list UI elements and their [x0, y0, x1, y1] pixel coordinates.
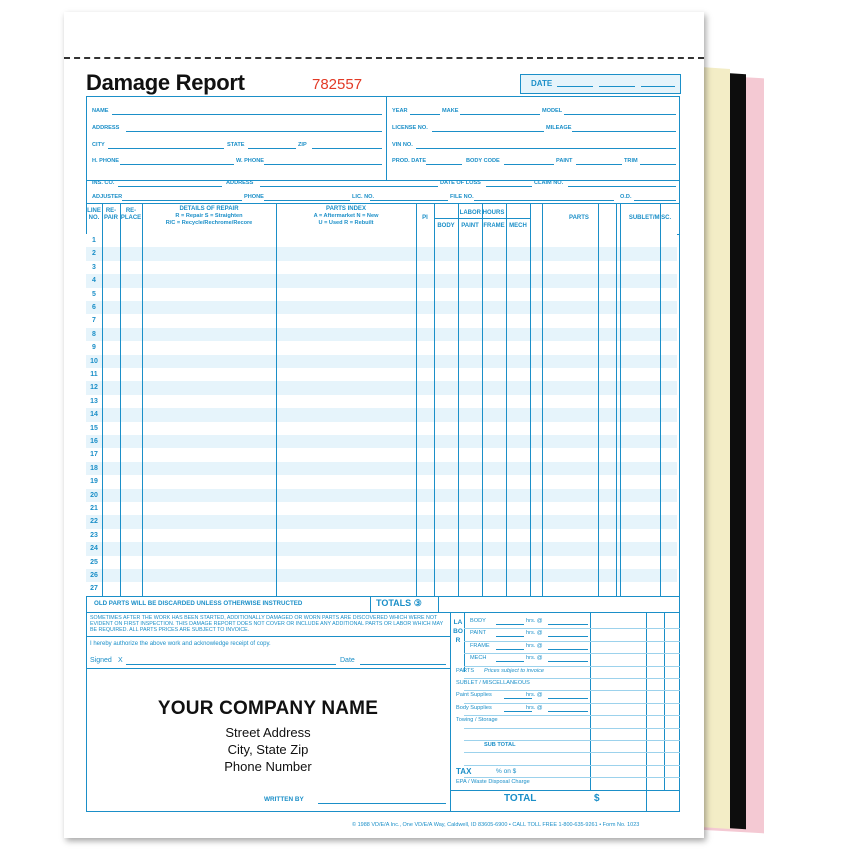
address-field[interactable]: [126, 131, 382, 132]
table-row[interactable]: [86, 448, 677, 462]
grid-column-line: [620, 203, 621, 596]
zip-field[interactable]: [312, 148, 382, 149]
table-row[interactable]: [86, 288, 677, 302]
disclaimer-text: SOMETIMES AFTER THE WORK HAS BEEN STARTED, ADDITIONALLY DAMAGED OR WORN PARTS ARE DISCOVERED WHICH WERE NOT EVIDENT ON FIRST INSPECTION. THIS DAMAGE REPORT DOES NOT COVER OR INCLUDE ANY ADDITIONAL PARTS OR LABOR WHICH MAY BE REQUIRED. ALL PARTS PRICES ARE SUBJECT TO INVOICE.: [90, 615, 444, 633]
details-line1: R = Repair S = Straighten: [175, 213, 243, 219]
table-row[interactable]: [86, 462, 677, 476]
totals-label: [376, 598, 422, 609]
col-line-no: LINE NO.: [87, 208, 101, 221]
summary-row-line: [464, 628, 680, 629]
col-repair: RE- PAIR: [104, 208, 118, 221]
row-number: 5: [92, 290, 96, 298]
signed-label: Signed: [90, 657, 112, 664]
row-number: 17: [90, 451, 98, 459]
row-number: 16: [90, 438, 98, 445]
license-field[interactable]: [432, 131, 544, 132]
parts-index-line2: U = Used R = Rebuilt: [318, 220, 374, 226]
signature-field[interactable]: [126, 664, 336, 665]
rate-field[interactable]: [548, 698, 588, 699]
written-by-label: WRITTEN BY: [264, 796, 304, 803]
table-row[interactable]: [86, 395, 677, 409]
damage-report-form: [64, 12, 704, 838]
model-label: MODEL: [542, 108, 563, 114]
ins-co-label: INS. CO.: [92, 180, 115, 186]
grid-column-line: [598, 203, 599, 596]
summary-epa-label: EPA / Waste Disposal Charge: [456, 779, 530, 786]
footer-copyright: © 1988 VD/E/A Inc., One VD/E/A Way, Caldwell, ID 83605-6900 • CALL TOLL FREE 1-800-635-9261 • Form No. 1023: [352, 822, 640, 828]
hrs-rate-label: hrs. @: [526, 618, 543, 624]
hours-field[interactable]: [496, 649, 524, 650]
table-row[interactable]: [86, 234, 677, 248]
summary-row-line: [464, 728, 680, 729]
year-field[interactable]: [410, 114, 440, 115]
col-frame: FRAME: [483, 223, 505, 229]
row-number: 2: [92, 250, 96, 258]
grid-column-line: [102, 203, 103, 596]
col-details: [142, 206, 276, 227]
row-number: 7: [92, 317, 96, 325]
prod-date-field[interactable]: [426, 164, 462, 165]
table-row[interactable]: [86, 368, 677, 382]
col-labor-hours: LABOR HOURS: [459, 210, 505, 216]
prod-date-label: PROD. DATE: [392, 158, 427, 164]
table-row[interactable]: [86, 529, 677, 543]
details-title: DETAILS OF REPAIR: [179, 206, 239, 212]
summary-row-line: [464, 740, 680, 741]
table-row[interactable]: [86, 341, 677, 355]
table-row[interactable]: [86, 247, 677, 261]
summary-row-line: [464, 752, 680, 753]
grid-column-line: [542, 203, 543, 596]
table-row[interactable]: [86, 542, 677, 556]
lic-no-label: LIC. NO.: [352, 194, 375, 200]
hours-field[interactable]: [496, 624, 524, 625]
row-number: 6: [92, 304, 96, 311]
claim-no-field[interactable]: [568, 186, 676, 187]
summary-parts-label: PARTS: [456, 667, 475, 674]
details-line2: R/C = Recycle/Rechrome/Recore: [165, 220, 253, 226]
summary-row-line: [464, 666, 680, 667]
table-row[interactable]: [86, 301, 677, 315]
make-label: MAKE: [442, 108, 459, 114]
table-row[interactable]: [86, 261, 677, 275]
summary-body-supplies-label: Body Supplies: [456, 704, 492, 711]
company-name: YOUR COMPANY NAME: [157, 698, 379, 719]
row-number: 24: [90, 545, 98, 553]
table-row[interactable]: [86, 556, 677, 570]
city-field[interactable]: [108, 148, 224, 149]
date-of-loss-field[interactable]: [486, 186, 532, 187]
hrs-rate-label: hrs. @: [526, 630, 543, 637]
col-pi: PI: [422, 215, 428, 221]
summary-sublet-label: SUBLET / MISCELLANEOUS: [456, 680, 530, 686]
table-row[interactable]: [86, 408, 677, 422]
summary-row-line: [464, 653, 680, 654]
total-dollar: $: [594, 793, 600, 804]
summary-tax-label: TAX: [456, 766, 472, 776]
table-row[interactable]: [86, 502, 677, 516]
od-label: O.D.: [620, 194, 632, 200]
hours-field[interactable]: [504, 711, 532, 712]
table-row[interactable]: [86, 314, 677, 328]
parts-index-title: PARTS INDEX: [326, 206, 366, 212]
grid-column-line: [660, 203, 661, 596]
row-number: 26: [90, 572, 98, 579]
sign-date-field[interactable]: [360, 664, 446, 665]
adjuster-label: ADJUSTER: [92, 194, 123, 200]
grid-column-line: [416, 203, 417, 596]
table-row[interactable]: [86, 355, 677, 369]
row-number: 10: [90, 357, 98, 365]
summary-row-line: [464, 641, 680, 642]
rate-field[interactable]: [548, 661, 588, 662]
row-number: 18: [90, 464, 98, 472]
trim-field[interactable]: [640, 164, 676, 165]
row-number: 19: [90, 478, 98, 486]
labor-vertical-label: LABOR: [453, 619, 463, 644]
row-number: 8: [92, 330, 96, 338]
summary-row-line: [464, 703, 680, 704]
lic-no-field[interactable]: [370, 200, 448, 201]
summary-row-line: [464, 765, 680, 766]
license-label: LICENSE NO.: [392, 125, 428, 131]
grid-column-line: [120, 203, 121, 596]
summary-row-line: [464, 690, 680, 691]
adjuster-field[interactable]: [122, 200, 242, 201]
ins-address-field[interactable]: [260, 186, 438, 187]
summary-sub-total-label: SUB TOTAL: [484, 742, 516, 748]
col-body: BODY: [437, 223, 455, 229]
sign-date-label: Date: [340, 657, 355, 664]
col-parts-index: [276, 206, 416, 227]
summary-row-line: [464, 678, 680, 679]
table-row[interactable]: [86, 274, 677, 288]
w-phone-label: W. PHONE: [236, 158, 264, 164]
summary-mech-label: MECH: [470, 655, 487, 662]
row-number: 27: [90, 585, 98, 593]
total-label: TOTAL: [504, 793, 537, 804]
written-by-field[interactable]: [318, 803, 446, 804]
file-no-field[interactable]: [474, 200, 614, 201]
row-number: 4: [92, 277, 96, 285]
signed-x: X: [118, 657, 123, 664]
grid-column-line: [142, 203, 143, 596]
row-number: 12: [90, 384, 98, 392]
parts-index-line1: A = Aftermarket N = New: [313, 213, 379, 219]
row-number: 11: [90, 371, 98, 378]
hrs-rate-label: hrs. @: [526, 655, 543, 662]
hrs-rate-label: hrs. @: [526, 692, 543, 699]
vin-field[interactable]: [416, 148, 676, 149]
grid-column-line: [276, 203, 277, 596]
vin-label: VIN NO.: [392, 142, 413, 148]
name-field[interactable]: [112, 114, 382, 115]
hrs-rate-label: hrs. @: [526, 642, 543, 649]
paint-field[interactable]: [576, 164, 622, 165]
grid-column-line: [458, 203, 459, 596]
row-number: 25: [90, 558, 98, 566]
authorize-text: I hereby authorize the above work and acknowledge receipt of copy.: [90, 641, 271, 647]
date-of-loss-label: DATE OF LOSS: [440, 180, 481, 186]
mileage-label: MILEAGE: [546, 125, 572, 131]
grid-column-line: [616, 203, 617, 596]
tax-percent-label: % on $: [496, 767, 517, 775]
summary-row-line: [464, 715, 680, 716]
row-number: 21: [90, 505, 98, 512]
claim-no-label: CLAIM NO.: [534, 180, 564, 186]
row-number: 22: [90, 518, 98, 526]
rate-field[interactable]: [548, 711, 588, 712]
company-phone: Phone Number: [224, 759, 312, 774]
col-replace: RE- PLACE: [120, 208, 142, 221]
file-no-label: FILE NO.: [450, 194, 474, 200]
table-row[interactable]: [86, 569, 677, 583]
hours-field[interactable]: [496, 636, 524, 637]
state-field[interactable]: [248, 148, 296, 149]
summary-row-line: [464, 777, 680, 778]
phone-label: PHONE: [244, 194, 264, 200]
ins-co-field[interactable]: [118, 186, 222, 187]
w-phone-field[interactable]: [264, 164, 382, 165]
table-row[interactable]: [86, 381, 677, 395]
table-row[interactable]: [86, 582, 677, 596]
address-label: ADDRESS: [92, 125, 120, 131]
row-number: 20: [90, 491, 98, 499]
old-parts-note: OLD PARTS WILL BE DISCARDED UNLESS OTHERWISE INSTRUCTED: [94, 600, 303, 607]
hrs-rate-label: hrs. @: [526, 704, 543, 711]
row-number: 3: [92, 263, 96, 271]
rate-field[interactable]: [548, 636, 588, 637]
summary-towing-label: Towing / Storage: [456, 717, 498, 724]
grid-column-line: [434, 203, 435, 596]
table-row[interactable]: [86, 515, 677, 529]
company-city: City, State Zip: [227, 742, 309, 757]
grid-column-line: [482, 203, 483, 596]
col-mech: MECH: [509, 223, 527, 229]
col-sublet: SUBLET/MISC.: [628, 215, 672, 221]
summary-paint-label: PAINT: [470, 630, 487, 637]
make-field[interactable]: [460, 114, 540, 115]
hours-field[interactable]: [504, 698, 532, 699]
zip-label: ZIP: [298, 142, 307, 148]
summary-body-label: BODY: [470, 618, 486, 624]
mileage-field[interactable]: [572, 131, 676, 132]
table-row[interactable]: [86, 328, 677, 342]
summary-frame-label: FRAME: [470, 642, 490, 649]
date-field[interactable]: [520, 74, 681, 94]
body-code-label: BODY CODE: [466, 158, 500, 164]
row-number: 15: [90, 424, 98, 432]
table-row[interactable]: [86, 489, 677, 503]
table-row[interactable]: [86, 435, 677, 449]
summary-paint-supplies-label: Paint Supplies: [456, 692, 492, 699]
col-paint: PAINT: [461, 223, 479, 229]
hours-field[interactable]: [496, 661, 524, 662]
h-phone-field[interactable]: [120, 164, 234, 165]
od-field[interactable]: [634, 200, 676, 201]
row-number: 9: [92, 344, 96, 352]
grid-column-line: [530, 203, 531, 596]
h-phone-label: H. PHONE: [92, 158, 120, 164]
name-label: NAME: [92, 108, 109, 114]
company-street: Street Address: [225, 725, 311, 740]
perforation-line: [64, 57, 704, 59]
grid-column-line: [506, 203, 507, 596]
rate-field[interactable]: [548, 624, 588, 625]
totals-text: TOTALS: [376, 598, 412, 608]
col-parts: PARTS: [569, 215, 589, 221]
table-row[interactable]: [86, 422, 677, 436]
row-number: 14: [90, 411, 98, 419]
phone-field[interactable]: [264, 200, 350, 201]
form-number: 782557: [312, 76, 363, 93]
row-number: 1: [92, 237, 96, 244]
row-number: 23: [90, 531, 98, 539]
paint-label: PAINT: [556, 158, 573, 164]
rate-field[interactable]: [548, 649, 588, 650]
ins-address-label: ADDRESS: [226, 180, 254, 186]
state-label: STATE: [227, 142, 245, 148]
city-label: CITY: [92, 142, 105, 148]
body-code-field[interactable]: [504, 164, 554, 165]
form-title: Damage Report: [86, 70, 245, 95]
table-row[interactable]: [86, 475, 677, 489]
parts-price-note: Prices subject to invoice: [484, 667, 545, 674]
year-label: YEAR: [392, 108, 408, 114]
model-field[interactable]: [564, 114, 676, 115]
company-block: [86, 698, 450, 775]
date-label: DATE: [531, 79, 553, 88]
row-number: 13: [90, 397, 98, 405]
totals-mark: ③: [413, 598, 422, 608]
trim-label: TRIM: [624, 158, 638, 164]
